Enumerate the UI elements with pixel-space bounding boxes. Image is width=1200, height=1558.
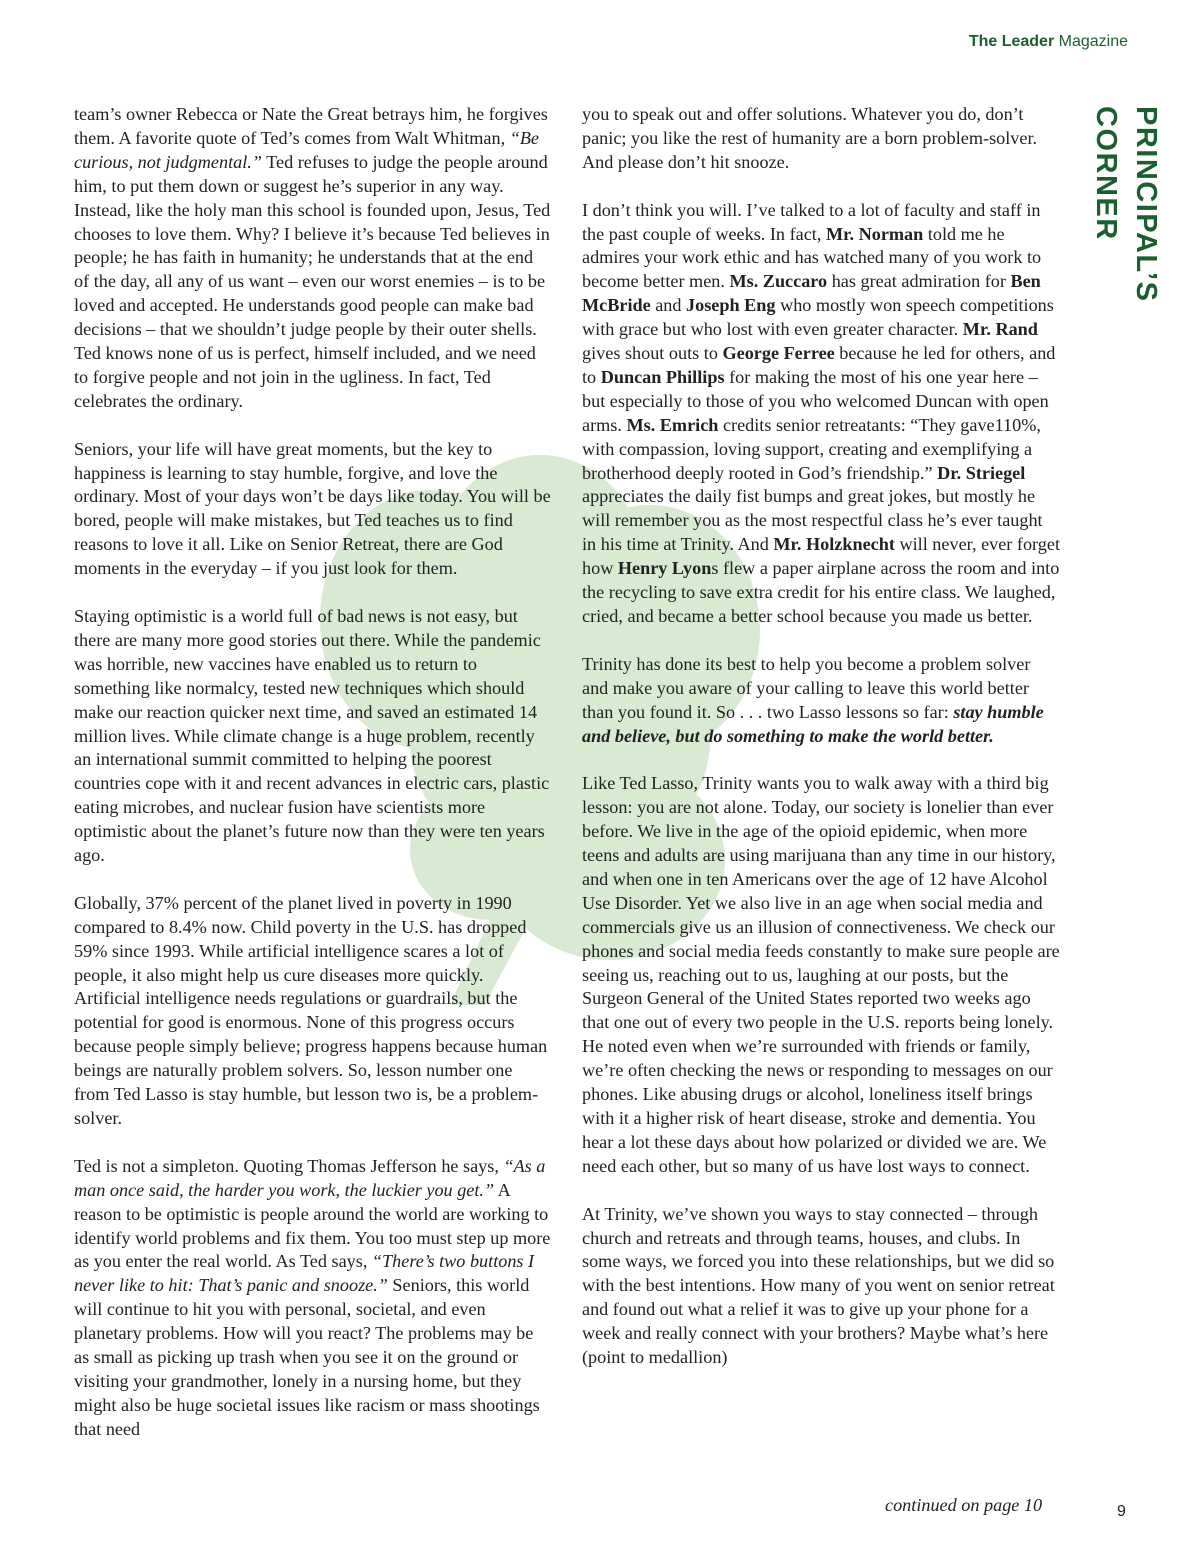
paragraph: you to speak out and offer solutions. Whatever you do, don’t panic; you like the rest of humanity are a born problem-solver. And please don’t hit snooze. (582, 104, 1038, 172)
left-column (74, 103, 552, 1442)
continued-note: continued on page 10 (885, 1495, 1043, 1515)
magazine-header (969, 33, 1128, 51)
page-number: 9 (1117, 1503, 1126, 1520)
right-column (582, 103, 1060, 1370)
paragraph: Ted is not a simpleton. Quoting Thomas Jefferson he says, “As a man once said, the harder you work, the luckier you get.” A reason to be optimistic is people around the world are working to identify world problems and fix them. You too must step up more as you enter the real world. As Ted says, “There’s two buttons I never like to hit: That’s panic and snooze.” Seniors, this world will continue to hit you with personal, societal, and even planetary problems. How will you react? The problems may be as small as picking up trash when you see it on the ground or visiting your grandmother, lonely in a nursing home, but they might also be huge societal issues like racism or mass shootings that need (74, 1155, 551, 1439)
paragraph: Like Ted Lasso, Trinity wants you to walk away with a third big lesson: you are not alone. Today, our society is lonelier than ever before. We live in the age of the opioid epidemic, when more teens and adults are using marijuana than any time in our history, and when one in ten Americans over the age of 12 have Alcohol Use Disorder. Yet we also live in an age when social media and commercials give us an illusion of connectiveness. We check our phones and social media feeds constantly to make sure people are seeing us, reaching out to us, laughing at our posts, but the Surgeon General of the United States reported two weeks ago that one out of every two people in the U.S. reports being lonely. He noted even when we’re surrounded with friends or family, we’re often checking the news or responding to messages on our phones. Like abusing drugs or alcohol, loneliness itself brings with it a higher risk of heart disease, stroke and dementia. You hear a lot these days about how polarized or divided we are. We need each other, but so many of us have lost ways to connect. (582, 773, 1060, 1176)
paragraph: Staying optimistic is a world full of bad news is not easy, but there are many more good stories out there. While the pandemic was horrible, new vaccines have enabled us to return to something like normalcy, tested new techniques which should make our reaction quicker next time, and saved an estimated 14 million lives. While climate change is a huge problem, recently an international summit committed to helping the poorest countries cope with it and recent advances in electric cars, plastic eating microbes, and nuclear fusion have scientists more optimistic about the planet’s future now than they were ten years ago. (74, 606, 550, 866)
paragraph: Globally, 37% percent of the planet lived in poverty in 1990 compared to 8.4% now. Child poverty in the U.S. has dropped 59% since 1993. While artificial intelligence scares a lot of people, it also might help us cure diseases more quickly. Artificial intelligence needs regulations or guardrails, but the potential for good is enormous. None of this progress occurs because people simply believe; progress happens because human beings are naturally problem solvers. So, lesson number one from Ted Lasso is stay humble, but lesson two is, be a problem-solver. (74, 892, 548, 1129)
magazine-label: Magazine (1058, 33, 1128, 50)
paragraph: I don’t think you will. I’ve talked to a lot of faculty and staff in the past couple of weeks. In fact, Mr. Norman told me he admires your work ethic and has watched many of you work to become better men. Ms. Zuccaro has great admiration for Ben McBride and Joseph Eng who mostly won speech competitions with grace but who lost with even greater character. Mr. Rand gives shout outs to George Ferree because he led for others, and to Duncan Phillips for making the most of his one year here – but especially to those of you who welcomed Duncan with open arms. Ms. Emrich credits senior retreatants: “They gave110%, with compassion, loving support, creating and exemplifying a brotherhood deeply rooted in God’s friendship.” Dr. Striegel appreciates the daily fist bumps and great jokes, but mostly he will remember you as the most respectful class he’s ever taught in his time at Trinity. And Mr. Holzknecht will never, ever forget how Henry Lyons flew a paper airplane across the room and into the recycling to save extra credit for his entire class. We laughed, cried, and became a better school because you made us better. (582, 199, 1061, 627)
section-title-vertical (1086, 106, 1162, 446)
paragraph: Seniors, your life will have great moments, but the key to happiness is learning to stay humble, forgive, and love the ordinary. Most of your days won’t be days like today. You will be bored, people will make mistakes, but Ted teaches us to find reasons to love it all. Like on Senior Retreat, there are God moments in the everyday – if you just look for them. (74, 438, 551, 579)
paragraph: At Trinity, we’ve shown you ways to stay connected – through church and retreats and through teams, houses, and clubs. In some ways, we forced you into these relationships, but we did so with the best intentions. How many of you went on senior retreat and found out what a relief it was to give up your phone for a week and really connect with your brothers? Maybe what’s here (point to medallion) (582, 1203, 1055, 1368)
magazine-brand: The Leader (968, 33, 1055, 50)
paragraph: team’s owner Rebecca or Nate the Great betrays him, he forgives them. A favorite quote of Ted’s comes from Walt Whitman, “Be curious, not judgmental.” Ted refuses to judge the people around him, to put them down or suggest he’s superior in any way. Instead, like the holy man this school is founded upon, Jesus, Ted chooses to love them. Why? I believe it’s because Ted believes in people; he has faith in humanity; he understands that at the end of the day, all any of us want – even our worst enemies – is to be loved and accepted. He understands good people can make bad decisions – that we shouldn’t judge people by their outer shells. Ted knows none of us is perfect, himself included, and we need to forgive people and not join in the ugliness. In fact, Ted celebrates the ordinary. (74, 104, 551, 411)
section-title-text: PRINCIPAL’S CORNER (1090, 106, 1162, 303)
paragraph: Trinity has done its best to help you become a problem solver and make you aware of your calling to leave this world better than you found it. So . . . two Lasso lessons so far: stay humble and believe, but do something to make the world better. (582, 653, 1044, 746)
